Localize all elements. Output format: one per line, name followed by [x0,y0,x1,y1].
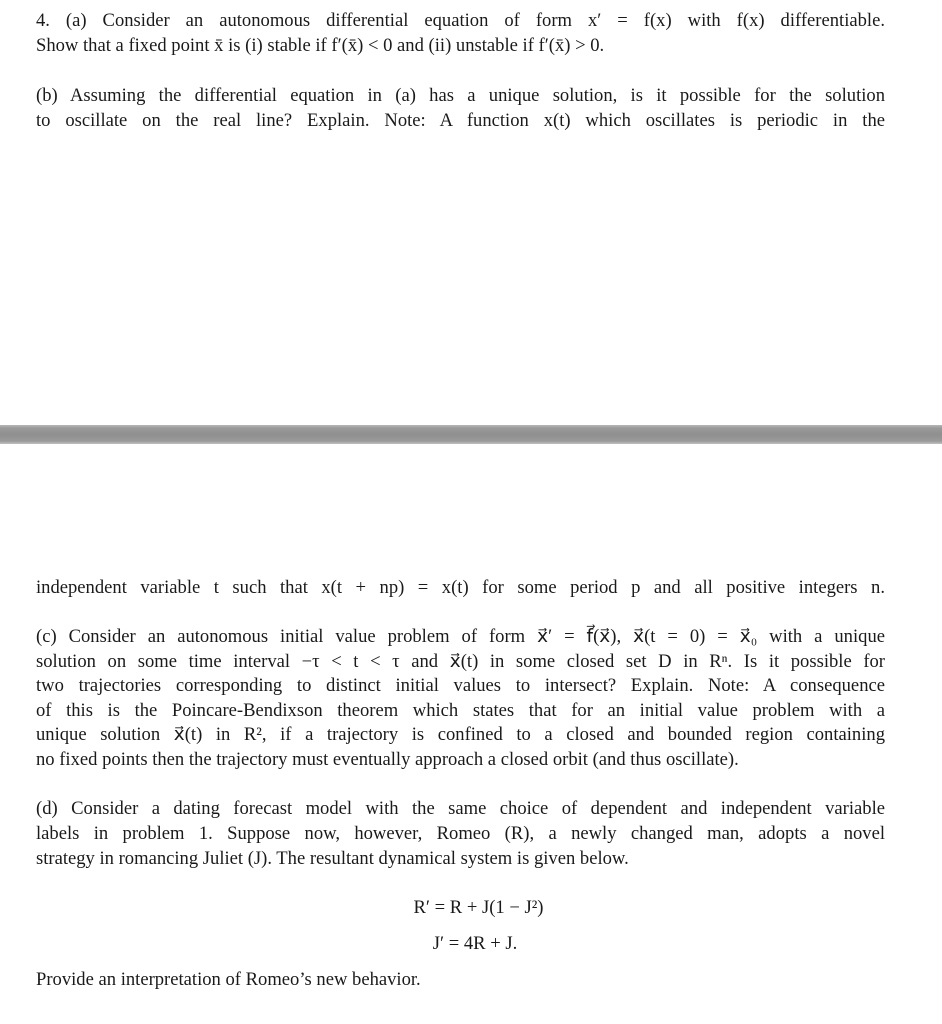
equation-romeo: R′ = R + J(1 − J²) [413,897,544,918]
part-b-line-3: independent variable t such that x(t + np) = x(t) for some period p and all positive integers n. [36,577,885,598]
equation-juliet: J′ = 4R + J. [432,933,518,954]
part-b-line-2: to oscillate on the real line? Explain. Note: A function x(t) which oscillates is periodic in the [36,110,885,131]
part-c-line-1: (c) Consider an autonomous initial value problem of form x⃗′ = f⃗(x⃗), x⃗(t = 0) = x⃗₀ with a unique [36,626,885,647]
part-d-line-1: (d) Consider a dating forecast model with the same choice of dependent and independent variable [36,798,885,819]
part-b-line-1: (b) Assuming the differential equation in (a) has a unique solution, is it possible for the solution [36,85,885,106]
document-page-top [0,0,942,425]
page-separator-bar [0,425,942,444]
part-a-line-1: 4. (a) Consider an autonomous differential equation of form x′ = f(x) with f(x) differentiable. [36,10,885,31]
part-d-line-3: strategy in romancing Juliet (J). The resultant dynamical system is given below. [36,848,629,869]
part-a-line-2: Show that a fixed point x̄ is (i) stable if f′(x̄) < 0 and (ii) unstable if f′(x̄) > 0. [36,35,605,56]
part-c-line-2: solution on some time interval −τ < t < τ and x⃗(t) in some closed set D in Rⁿ. Is it possible for [36,651,885,672]
part-c-line-3: two trajectories corresponding to distinct initial values to intersect? Explain. Note: A consequence [36,675,885,696]
part-c-line-6: no fixed points then the trajectory must eventually approach a closed orbit (and thus oscillate). [36,749,739,770]
part-d-line-2: labels in problem 1. Suppose now, however, Romeo (R), a newly changed man, adopts a novel [36,823,885,844]
part-d-prompt: Provide an interpretation of Romeo’s new behavior. [36,969,421,990]
part-c-line-5: unique solution x⃗(t) in R², if a trajectory is confined to a closed and bounded region containing [36,724,885,745]
part-c-line-4: of this is the Poincare-Bendixson theorem which states that for an initial value problem with a [36,700,885,721]
